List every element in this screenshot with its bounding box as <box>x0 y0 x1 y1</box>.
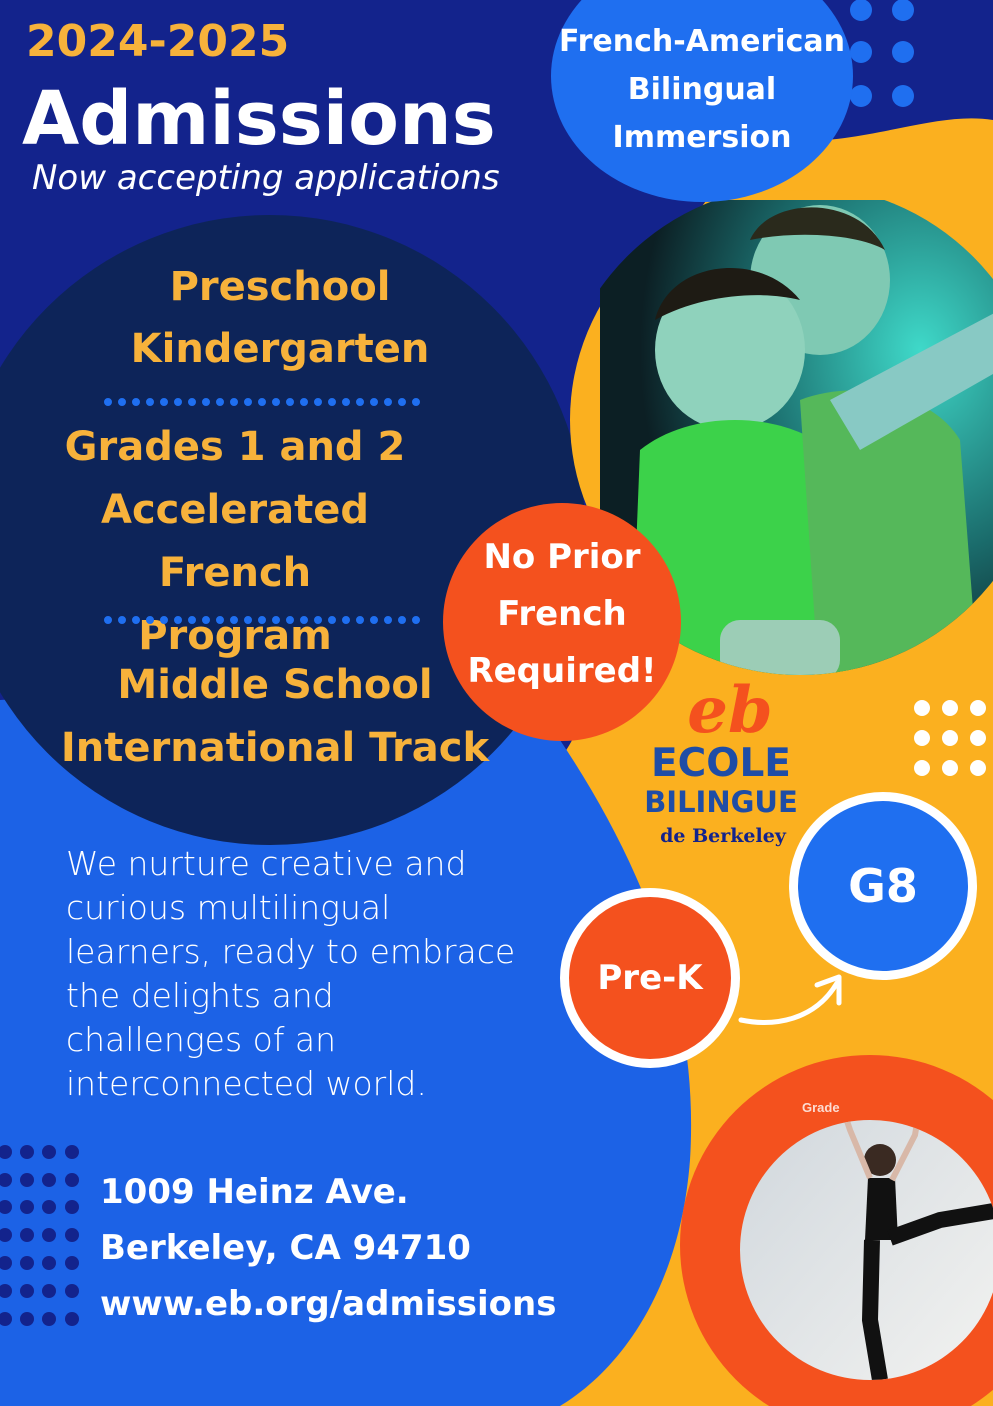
grade-prek-badge <box>560 888 740 1068</box>
mission-line-2: curious multilingual <box>66 888 391 927</box>
address-city: Berkeley, CA 94710 <box>100 1228 471 1268</box>
logo-bilingue: BILINGUE <box>644 785 798 819</box>
dots-white <box>912 700 992 780</box>
logo-mark: eb <box>687 673 773 748</box>
no-prior-line-2: French <box>497 594 627 634</box>
mission-statement <box>66 842 546 1106</box>
year-heading: 2024-2025 <box>26 16 290 67</box>
page-title: Admissions <box>22 76 496 162</box>
program-middle-school: Middle School <box>117 662 433 708</box>
program-preschool: Preschool <box>169 264 391 310</box>
arrow-icon <box>735 965 855 1035</box>
school-logo <box>640 673 820 866</box>
dots-top-right <box>845 0 935 110</box>
program-group-grades <box>20 416 450 668</box>
program-program: Program <box>138 613 332 659</box>
program-group-early <box>90 256 470 380</box>
badge-line-3: Immersion <box>612 120 792 155</box>
mission-line-5: challenges of an <box>66 1020 337 1059</box>
grade-g8-badge <box>789 792 977 980</box>
logo-ecole: ECOLE <box>651 741 791 786</box>
badge-line-2: Bilingual <box>627 72 777 107</box>
mission-line-4: the delights and <box>66 976 334 1015</box>
mission-line-6: interconnected world. <box>66 1064 427 1103</box>
dancer-caption: Grade <box>802 1100 840 1115</box>
program-international: International Track <box>60 725 490 771</box>
program-grades: Grades 1 and 2 <box>64 424 406 470</box>
program-accelerated: Accelerated French <box>101 487 369 596</box>
no-prior-line-1: No Prior <box>483 537 641 577</box>
mission-line-1: We nurture creative and <box>66 844 467 883</box>
logo-de-berkeley: de Berkeley <box>660 825 786 847</box>
divider-2 <box>104 615 424 625</box>
no-prior-line-3: Required! <box>467 651 657 691</box>
program-kindergarten: Kindergarten <box>130 326 430 372</box>
admissions-link[interactable]: www.eb.org/admissions <box>100 1284 557 1324</box>
badge-line-1: French-American <box>559 24 845 59</box>
dancer-photo <box>740 1090 993 1390</box>
program-group-middle <box>55 654 495 780</box>
contact-info <box>100 1164 557 1332</box>
grade-prek-label: Pre-K <box>597 958 703 998</box>
dots-bottom-left <box>0 1145 90 1345</box>
address-street: 1009 Heinz Ave. <box>100 1172 409 1212</box>
grade-g8-label: G8 <box>848 859 918 913</box>
page-subtitle: Now accepting applications <box>32 158 500 198</box>
mission-line-3: learners, ready to embrace <box>66 932 516 971</box>
divider-1 <box>104 397 424 407</box>
